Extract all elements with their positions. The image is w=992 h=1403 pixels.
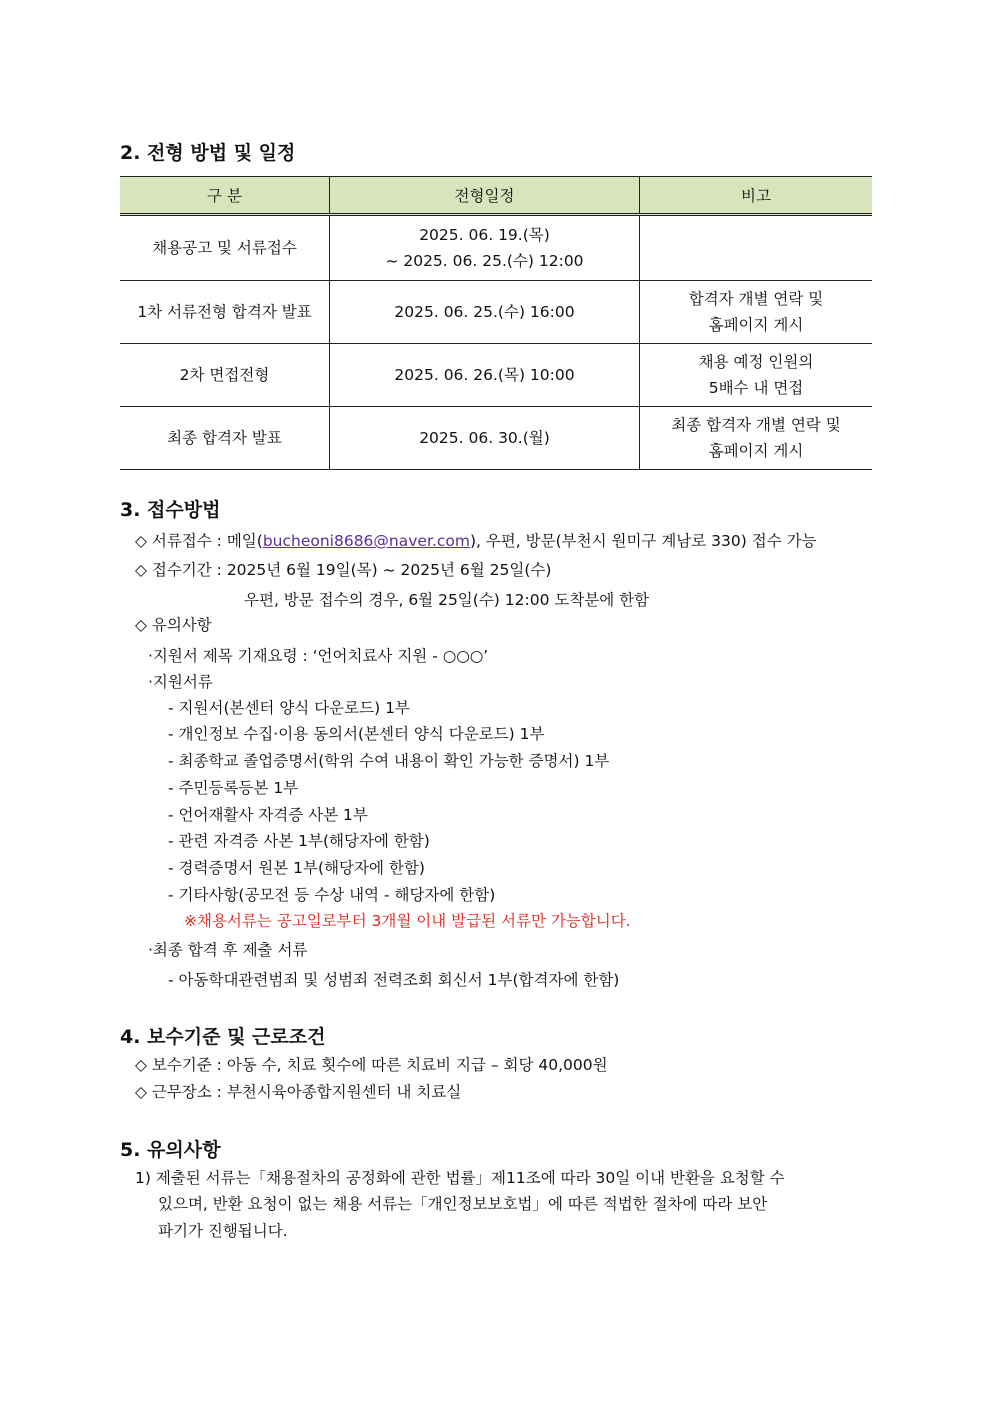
email-link[interactable]: bucheoni8686@naver.com <box>262 532 470 550</box>
table-header-row <box>120 177 872 215</box>
period-line: ◇ 접수기간 : 2025년 6월 19일(목) ~ 2025년 6월 25일(수) <box>135 561 552 579</box>
list-item: - 지원서(본센터 양식 다운로드) 1부 <box>168 699 410 717</box>
list-item: - 언어재활사 자격증 사본 1부 <box>168 806 368 824</box>
list-item: - 경력증명서 원본 1부(해당자에 한함) <box>168 859 425 877</box>
row-note <box>640 281 873 344</box>
list-item: - 개인정보 수집·이용 동의서(본센터 양식 다운로드) 1부 <box>168 725 545 743</box>
section3-heading: 3. 접수방법 <box>120 499 221 521</box>
section5-heading: 5. 유의사항 <box>120 1139 221 1161</box>
section2-heading: 2. 전형 방법 및 일정 <box>120 142 296 164</box>
note-line: 최종 합격자 개별 연락 및 <box>671 416 841 434</box>
pay-line: ◇ 보수기준 : 아동 수, 치료 횟수에 따른 치료비 지급 – 회당 40,000원 <box>135 1056 608 1074</box>
notice-line-3: 파기가 진행됩니다. <box>158 1222 288 1240</box>
list-item: - 주민등록등본 1부 <box>168 779 299 797</box>
submit-prefix: ◇ 서류접수 : 메일( <box>135 532 263 550</box>
schedule-line: 2025. 06. 19.(목) <box>419 226 550 244</box>
row-label: 2차 면접전형 <box>120 344 330 407</box>
row-label: 1차 서류전형 합격자 발표 <box>120 281 330 344</box>
table-row <box>120 407 872 470</box>
subject-rule: ·지원서 제목 기재요령 : ‘언어치료사 지원 - ○○○’ <box>148 647 489 665</box>
docs-title: ·지원서류 <box>148 673 213 691</box>
header-category: 구 분 <box>120 177 330 215</box>
note-line: 채용 예정 인원의 <box>698 353 814 371</box>
row-note <box>640 407 873 470</box>
table-row <box>120 344 872 407</box>
list-item: - 최종학교 졸업증명서(학위 수여 내용이 확인 가능한 증명서) 1부 <box>168 752 610 770</box>
list-item: - 기타사항(공모전 등 수상 내역 - 해당자에 한함) <box>168 886 496 904</box>
submit-line <box>135 531 817 551</box>
table-row <box>120 281 872 344</box>
table-row <box>120 215 872 281</box>
note-line: 홈페이지 게시 <box>708 442 804 460</box>
notice-line-1: 1) 제출된 서류는「채용절차의 공정화에 관한 법률」제11조에 따라 30일 이내 반환을 요청할 수 <box>135 1169 785 1187</box>
list-item: - 관련 자격증 사본 1부(해당자에 한함) <box>168 832 430 850</box>
row-note <box>640 344 873 407</box>
note-line: 합격자 개별 연락 및 <box>688 290 824 308</box>
note-line: 홈페이지 게시 <box>708 316 804 334</box>
row-schedule: 2025. 06. 25.(수) 16:00 <box>330 281 640 344</box>
section4-heading: 4. 보수기준 및 근로조건 <box>120 1026 326 1048</box>
place-line: ◇ 근무장소 : 부천시육아종합지원센터 내 치료실 <box>135 1083 462 1101</box>
row-schedule <box>330 215 640 281</box>
final-title: ·최종 합격 후 제출 서류 <box>148 941 308 959</box>
row-label: 최종 합격자 발표 <box>120 407 330 470</box>
note-line: 5배수 내 면접 <box>708 379 804 397</box>
notice-title: ◇ 유의사항 <box>135 616 212 634</box>
period-note: 우편, 방문 접수의 경우, 6월 25일(수) 12:00 도착분에 한함 <box>244 591 650 609</box>
row-note <box>640 215 873 281</box>
final-doc: - 아동학대관련범죄 및 성범죄 전력조회 회신서 1부(합격자에 한함) <box>168 971 620 989</box>
row-schedule: 2025. 06. 30.(월) <box>330 407 640 470</box>
submit-suffix: ), 우편, 방문(부천시 원미구 계남로 330) 접수 가능 <box>469 532 817 550</box>
schedule-table <box>120 176 872 470</box>
docs-warning: ※채용서류는 공고일로부터 3개월 이내 발급된 서류만 가능합니다. <box>184 912 631 930</box>
row-label: 채용공고 및 서류접수 <box>120 215 330 281</box>
schedule-line: ~ 2025. 06. 25.(수) 12:00 <box>385 252 584 270</box>
header-schedule: 전형일정 <box>330 177 640 215</box>
header-note: 비고 <box>640 177 873 215</box>
row-schedule: 2025. 06. 26.(목) 10:00 <box>330 344 640 407</box>
notice-line-2: 있으며, 반환 요청이 없는 채용 서류는「개인정보보호법」에 따른 적법한 절차에 따라 보안 <box>158 1195 768 1213</box>
